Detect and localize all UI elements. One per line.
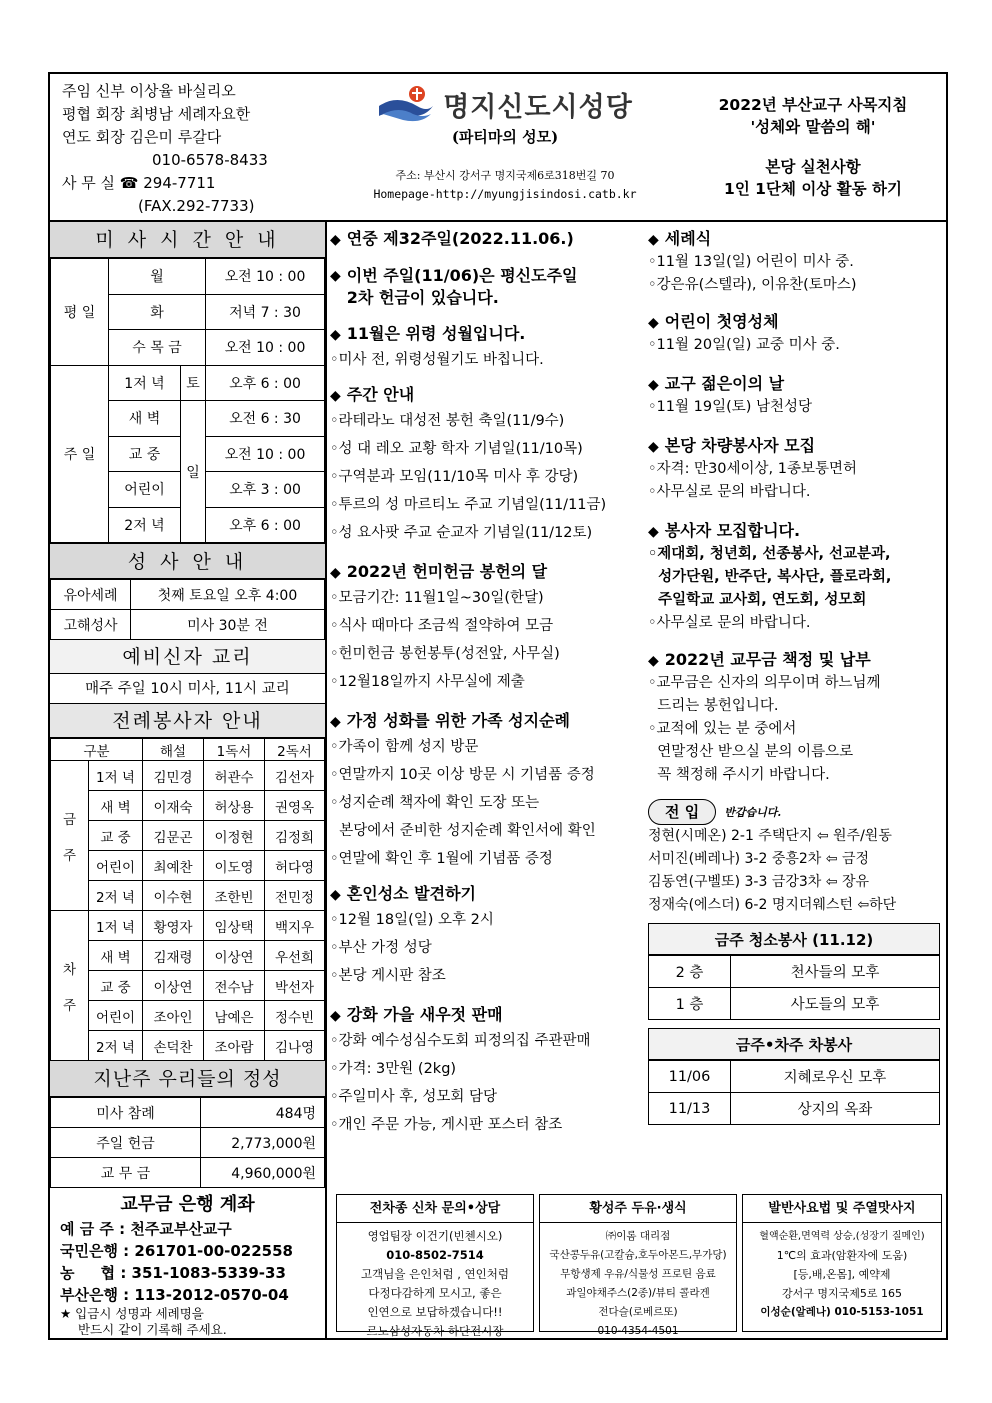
tea-date: 11/13 [649,1093,731,1125]
diamond-icon: ◆ [648,315,659,331]
notice-item: 성가단원, 반주단, 복사단, 플로라회, [648,569,892,585]
mass-name: 2저 녁 [109,507,181,543]
reader-1: 전수남 [204,971,265,1001]
notice-item: ◦강화 예수성심수도회 피정의집 주관판매 [330,1033,591,1049]
region-phone: 010-6578-8433 [152,151,268,169]
notice-heading [330,384,645,407]
diamond-icon: ◆ [330,327,341,343]
commentator: 김문곤 [143,821,204,851]
cleaning-table [648,955,940,1020]
table-row [51,1128,325,1158]
offering-label: 주일 헌금 [51,1128,201,1158]
council-president: 평협 회장 최병남 세례자요한 [62,105,251,123]
notice-title: 가정 성화를 위한 가족 성지순례 [346,711,570,730]
mass-name: 1저 녁 [89,761,143,791]
mass-name: 새 벽 [89,791,143,821]
newsletter-frame [48,72,948,1340]
table-row [51,821,325,851]
column-divider [325,222,327,1340]
ad-line: 혈액순환,면역력 상승,(성장기 질메인) [759,1231,925,1242]
column-header: 1독서 [204,739,265,761]
ad-line: 영업팀장 이건기(빈첸시오) [367,1229,503,1243]
bank-note: 반드시 같이 기록해 주세요. [78,1322,227,1337]
reader-1: 조한빈 [204,881,265,911]
notice-item: ◦연말까지 10곳 이상 방문 시 기념품 증정 [330,767,595,783]
bank-title: 교무금 은행 계좌 [120,1194,255,1215]
notice-item: ◦가족이 함께 성지 방문 [330,739,479,755]
reader-1: 임상택 [204,911,265,941]
mass-time: 오후 6 : 00 [206,507,325,543]
notice-item: 꼭 책정해 주시기 바랍니다. [648,767,830,783]
ad-line: 르노삼성자동차 하단전시장 [366,1324,504,1338]
notice-item: ◦개인 주문 가능, 게시판 포스터 참조 [330,1117,563,1133]
commentator: 김재령 [143,941,204,971]
notice-item: ◦본당 게시판 참조 [330,968,446,984]
ad-line: 고객님을 은인처럼 , 연인처럼 [361,1267,509,1281]
diamond-icon: ◆ [648,232,659,248]
reader-1: 조아람 [204,1031,265,1061]
notice-item: ◦연말에 확인 후 1월에 기념품 증정 [330,851,553,867]
bank-holder: 예 금 주 : 천주교부산교구 [60,1220,232,1238]
notice-item: ◦자격: 만30세이상, 1종보통면허 [648,461,858,477]
notice-item: ◦11월 13일(일) 어린이 미사 중. [648,254,854,270]
staff-info [62,80,268,218]
ad-soymilk [539,1194,737,1337]
mass-name: 새 벽 [109,401,181,437]
reader-1: 허상용 [204,791,265,821]
mass-schedule-table [50,258,325,543]
notice-item: 주일학교 교사회, 연도회, 성모회 [648,592,867,608]
table-header-row [51,739,325,761]
table-row [51,1001,325,1031]
notice-title: 교구 젊은이의 날 [664,374,785,393]
notice-item: 연말정산 받으실 분의 이름으로 [648,744,854,760]
table-row [51,365,325,401]
offering-value: 484명 [201,1098,325,1128]
ad-line: 강서구 명지국제5로 165 [782,1287,902,1300]
offering-value: 2,773,000원 [201,1128,325,1158]
notice-heading [330,228,645,251]
notice-item: ◦헌미헌금 봉헌봉투(성전앞, 사무실) [330,646,560,662]
ad-line: 전다슬(로베르또) [598,1306,678,1318]
guideline-line3: 본당 실천사항 [765,158,861,176]
mass-schedule-title: 미 사 시 간 안 내 [50,222,325,258]
table-row [649,1061,940,1093]
saturday-label: 토 [181,365,206,401]
notice-title: 11월은 위령 성월입니다. [346,324,526,343]
bank-account: 농 협 : 351-1083-5339-33 [60,1264,286,1282]
church-name: 명지신도시성당 [443,91,633,123]
ad-line: [등,배,온몸], 예약제 [793,1268,891,1281]
church-address: 주소: 부산시 강서구 명지국제6로318번길 70 [395,169,615,182]
church-subtitle: (파티마의 성모) [451,128,559,146]
table-row [51,791,325,821]
notice-item: ◦강은유(스텔라), 이유찬(토마스) [648,277,857,293]
mass-name: 교 중 [89,971,143,1001]
left-column [50,222,325,1344]
table-row [649,1093,940,1125]
notice-title: 주간 안내 [346,385,415,404]
catechumen-title: 예비신자 교리 [50,640,325,674]
notice-title: 2022년 헌미헌금 봉헌의 달 [346,562,548,581]
notice-item: ◦가격: 3만원 (2kg) [330,1061,457,1077]
notice-item: ◦교적에 있는 분 중에서 [648,721,797,737]
office-phone: 사 무 실 ☎ 294-7711 [62,174,216,192]
liturgy-title: 전례봉사자 안내 [50,704,325,738]
reader-2: 우선희 [265,941,325,971]
table-row [51,971,325,1001]
reader-2: 정수빈 [265,1001,325,1031]
ad-line: 인연으로 보답하겠습니다!! [367,1305,503,1319]
reader-2: 김나영 [265,1031,325,1061]
reader-1: 허관수 [204,761,265,791]
reader-2: 김정희 [265,821,325,851]
notice-item: ◦구역분과 모임(11/10목 미사 후 강당) [330,469,579,485]
sacrament-table [50,579,325,640]
table-row [51,1098,325,1128]
notice-heading [648,649,946,672]
tea-group: 상지의 옥좌 [731,1093,940,1125]
commentator: 김민경 [143,761,204,791]
guideline-line4: 1인 1단체 이상 활동 하기 [724,180,902,198]
header [50,74,946,222]
ad-line: ㈜이롬 대리점 [605,1230,671,1242]
notice-heading [330,710,645,733]
tea-table [648,1060,940,1125]
reader-2: 허다영 [265,851,325,881]
commentator: 손덕찬 [143,1031,204,1061]
ad-line: 010-4354-4501 [597,1325,679,1337]
region-president: 연도 회장 김은미 루갈다 [62,128,222,146]
guideline-line1: 2022년 부산교구 사목지침 [718,96,908,114]
next-week-label: 차 주 [51,911,89,1061]
notice-heading [330,323,645,346]
diamond-icon: ◆ [648,524,659,540]
notice-item: ◦성지순례 책자에 확인 도장 또는 [330,795,540,811]
welcome-item: 서미진(베레나) 3-2 중흥2차 ⇦ 금정 [648,851,869,867]
ad-title: 황성주 두유·생식 [540,1197,736,1223]
mass-name: 어린이 [89,1001,143,1031]
reader-2: 전민정 [265,881,325,911]
this-week-label: 금 주 [51,761,89,911]
ad-line: 과일야채주스(2종)/뷰티 콜라겐 [566,1287,710,1299]
notice-item: ◦사무실로 문의 바랍니다. [648,615,811,631]
notice-heading [330,265,645,309]
tea-title: 금주•차주 차봉사 [648,1028,940,1060]
mass-day: 월 [109,259,206,295]
ad-massage [742,1194,942,1332]
notice-title: 어린이 첫영성체 [664,312,779,331]
mass-name: 2저 녁 [89,881,143,911]
church-title-block [340,84,670,201]
diamond-icon: ◆ [330,268,341,284]
diamond-icon: ◆ [330,887,341,903]
welcome-heading [648,799,946,825]
reader-2: 권영옥 [265,791,325,821]
notice-item: ◦성 요사팟 주교 순교자 기념일(11/12토) [330,525,593,541]
notice-heading [330,1004,645,1027]
diamond-icon: ◆ [648,653,659,669]
table-row [51,259,325,295]
table-row [51,580,325,610]
reader-2: 박선자 [265,971,325,1001]
mass-name: 1저 녁 [89,911,143,941]
cleaning-group: 천사들의 모후 [731,956,940,988]
notice-title: 본당 차량봉사자 모집 [664,436,816,455]
pastoral-guideline [682,94,944,200]
column-header: 구분 [51,739,143,761]
welcome-item: 정현(시메온) 2-1 주택단지 ⇦ 원주/원동 [648,828,892,844]
notice-heading [648,520,946,543]
notice-title: 2022년 교무금 책정 및 납부 [664,650,871,669]
guideline-line2: '성체와 말씀의 해' [750,118,876,136]
notice-title: 연중 제32주일(2022.11.06.) [346,229,574,248]
ad-line: 다정다감하게 모시고, 좋은 [368,1286,502,1300]
mass-name: 교 중 [109,436,181,472]
notice-heading [648,311,946,334]
bank-note: ★ 입금시 성명과 세례명을 [60,1306,204,1321]
notice-title: 이번 주일(11/06)은 평신도주일 2차 헌금이 있습니다. [346,266,578,307]
ad-car [336,1194,534,1338]
table-row [51,851,325,881]
ad-line: 국산콩두유(고칼슘,호두아몬드,무가당) [549,1249,727,1261]
notice-item: ◦11월 19일(토) 남천성당 [648,399,813,415]
notice-heading [330,561,645,584]
sunday-day-label: 일 [181,401,206,543]
cleaning-title: 금주 청소봉사 (11.12) [648,923,940,955]
mass-time: 오전 10 : 00 [206,436,325,472]
welcome-script: 반갑습니다. [724,806,782,819]
mass-name: 어린이 [89,851,143,881]
mass-time: 오후 6 : 00 [206,365,325,401]
notice-item: ◦성 대 레오 교황 학자 기념일(11/10목) [330,441,583,457]
reader-2: 김선자 [265,761,325,791]
ad-line: 이성순(알레나) 010-5153-1051 [760,1306,924,1318]
bank-account: 국민은행 : 261701-00-022558 [60,1242,293,1260]
table-row [51,941,325,971]
column-header: 해설 [143,739,204,761]
notice-item: ◦미사 전, 위령성월기도 바칩니다. [330,352,544,368]
cleaning-group: 사도들의 모후 [731,988,940,1020]
mass-time: 오전 6 : 30 [206,401,325,437]
diamond-icon: ◆ [330,714,341,730]
floor-label: 1 층 [649,988,731,1020]
middle-column [330,224,645,1139]
bank-account: 부산은행 : 113-2012-0570-04 [60,1286,289,1304]
welcome-item: 김동연(구벨또) 3-3 금강3차 ⇦ 장유 [648,874,869,890]
pastor: 주임 신부 이상율 바실리오 [62,82,236,100]
notice-title: 혼인성소 발견하기 [346,884,476,903]
reader-1: 이정현 [204,821,265,851]
floor-label: 2 층 [649,956,731,988]
notice-title: 강화 가을 새우젓 판매 [346,1005,503,1024]
table-row [51,1031,325,1061]
liturgy-table [50,738,325,1061]
diamond-icon: ◆ [330,565,341,581]
offering-label: 미사 참례 [51,1098,201,1128]
notice-heading [648,435,946,458]
ad-title: 발반사요법 및 주열맛사지 [743,1197,941,1223]
column-header: 2독서 [265,739,325,761]
sacrament-time: 미사 30분 전 [131,610,325,640]
notice-item: 드리는 봉헌입니다. [648,698,779,714]
diamond-icon: ◆ [330,1008,341,1024]
notice-item: ◦12월18일까지 사무실에 제출 [330,674,525,690]
notice-item: ◦제대회, 청년회, 선종봉사, 선교분과, [648,546,891,562]
mass-name: 1저 녁 [109,365,181,401]
bank-accounts [50,1188,325,1344]
notice-item: ◦부산 가정 성당 [330,940,432,956]
mass-time: 저녁 7 : 30 [206,294,325,330]
notice-item: 본당에서 준비한 성지순례 확인서에 확인 [330,823,596,839]
tea-group: 지혜로우신 모후 [731,1061,940,1093]
commentator: 이수현 [143,881,204,911]
offering-title: 지난주 우리들의 정성 [50,1061,325,1097]
ad-line: 1℃의 효과(암환자에 도움) [776,1249,908,1262]
diamond-icon: ◆ [648,439,659,455]
offering-value: 4,960,000원 [201,1158,325,1188]
notice-title: 봉사자 모집합니다. [664,521,801,540]
mass-name: 2저 녁 [89,1031,143,1061]
sunday-label: 주 일 [51,365,109,543]
diamond-icon: ◆ [330,232,341,248]
mass-day: 화 [109,294,206,330]
commentator: 조아인 [143,1001,204,1031]
commentator: 최예찬 [143,851,204,881]
diamond-icon: ◆ [648,377,659,393]
notice-item: ◦모금기간: 11월1일~30일(한달) [330,590,544,606]
diamond-icon: ◆ [330,388,341,404]
mass-day: 수 목 금 [109,330,206,366]
tea-box [648,1028,940,1125]
mass-time: 오전 10 : 00 [206,330,325,366]
table-row [51,911,325,941]
notice-heading [330,883,645,906]
notice-item: ◦11월 20일(일) 교중 미사 중. [648,337,840,353]
sacrament-name: 고해성사 [51,610,131,640]
mass-name: 어린이 [109,472,181,508]
sacrament-title: 성 사 안 내 [50,543,325,579]
offering-table [50,1097,325,1188]
cleaning-box [648,923,940,1020]
table-row [51,610,325,640]
table-row [51,761,325,791]
reader-2: 백지우 [265,911,325,941]
notice-heading [648,228,946,251]
notice-item: ◦투르의 성 마르티노 주교 기념일(11/11금) [330,497,607,513]
notice-item: ◦사무실로 문의 바랍니다. [648,484,811,500]
welcome-badge: 전 입 [648,799,716,825]
mass-time: 오후 3 : 00 [206,472,325,508]
ad-line: 무항생제 우유/식물성 프로틴 음료 [560,1268,716,1280]
reader-1: 이도영 [204,851,265,881]
sacrament-time: 첫째 토요일 오후 4:00 [131,580,325,610]
notice-item: ◦12월 18일(일) 오후 2시 [330,912,494,928]
notice-item: ◦식사 때마다 조금씩 절약하여 모금 [330,618,554,634]
notice-item: ◦주일미사 후, 성모회 담당 [330,1089,498,1105]
notice-item: ◦교무금은 신자의 의무이며 하느님께 [648,675,881,691]
tea-date: 11/06 [649,1061,731,1093]
welcome-item: 정재숙(에스더) 6-2 명지더웨스턴 ⇦하단 [648,897,897,913]
table-row [649,956,940,988]
commentator: 황영자 [143,911,204,941]
weekday-label: 평 일 [51,259,109,366]
ad-line: 010-8502-7514 [386,1248,484,1262]
ad-title: 전차종 신차 문의•상담 [337,1197,533,1223]
church-logo-icon [377,84,435,124]
church-homepage[interactable]: Homepage-http://myungjisindosi.catb.kr [373,187,637,201]
table-row [51,881,325,911]
notice-title: 세례식 [664,229,712,248]
commentator: 이재숙 [143,791,204,821]
mass-name: 새 벽 [89,941,143,971]
table-row [649,988,940,1020]
sacrament-name: 유아세례 [51,580,131,610]
office-fax: (FAX.292-7733) [138,197,255,215]
reader-1: 이상연 [204,941,265,971]
mass-time: 오전 10 : 00 [206,259,325,295]
notice-item: ◦라테라노 대성전 봉헌 축일(11/9수) [330,413,565,429]
offering-label: 교 무 금 [51,1158,201,1188]
commentator: 이상연 [143,971,204,1001]
right-column [648,224,946,1125]
table-row [51,1158,325,1188]
notice-heading [648,373,946,396]
reader-1: 남예은 [204,1001,265,1031]
mass-name: 교 중 [89,821,143,851]
catechumen-text: 매주 주일 10시 미사, 11시 교리 [50,674,325,704]
